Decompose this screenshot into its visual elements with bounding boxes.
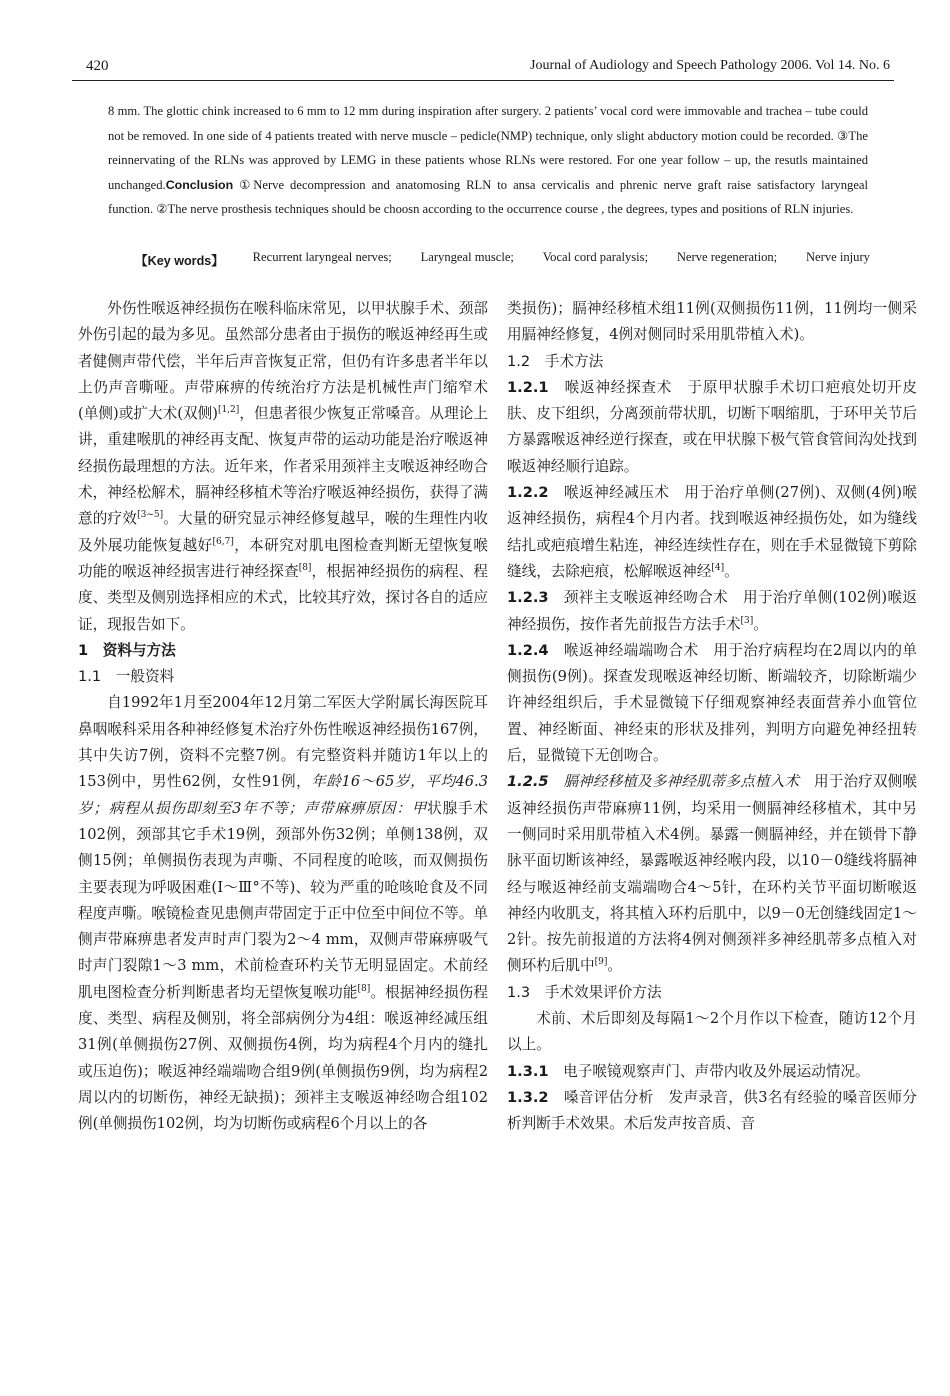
english-abstract (108, 99, 868, 222)
body-text: 状腺手术102例，颈部其它手术19例，颈部外伤32例；单侧138例，双侧15例；单侧损伤表现为声嘶、不同程度的呛咳，而双侧损伤主要表现为呼吸困难(Ⅰ～Ⅲ°不等)、较为严重的呛咳呛食及不同程度声嘶。喉镜检查见患侧声带固定于正中位至中间位不等。单侧声带麻痹患者发声时声门裂为2～4 mm，双侧声带麻痹吸气时声门裂隙1～3 mm，术前检查环杓关节无明显固定。术前经肌电图检查分析判断患者均无望恢复喉功能 (78, 799, 488, 1001)
method-title: 喉返神经减压术 (548, 484, 670, 502)
intro-text: 。大量的研究显示神经修复越早，喉的生理性内收及外展功能恢复越好 (78, 510, 488, 554)
method-paragraph (507, 585, 917, 638)
body-text: 用于治疗双侧喉返神经损伤声带麻痹11例，均采用一侧膈神经移植术，其中另一侧同时采用肌带植入术4例。暴露一侧膈神经，并在锁骨下静脉平面切断该神经，暴露喉返神经喉内段，以10－0缝线将膈神经与喉返神经前支端端吻合4～5针，在环杓关节平面切断喉返神经内收肌支，将其植入环杓后肌中，以9－0无创缝线固定1～2针。按先前报道的方法将4例对侧颈袢多神经肌蒂多点植入对侧环杓后肌中 (507, 773, 917, 975)
method-number: 1.2.1 (507, 378, 549, 396)
body-text: 发声录音，供3名有经验的嗓音医师分析判断手术效果。术后发声按音质、音 (507, 1088, 917, 1133)
method-title: 喉返神经探查术 (548, 378, 673, 396)
method-title: 颈袢主支喉返神经吻合术 (548, 589, 729, 607)
method-number: 1.3.2 (507, 1088, 549, 1106)
subsection-heading: 1.1 一般资料 (78, 668, 175, 686)
body-text: 。 (753, 615, 768, 633)
citation: [8] (298, 563, 312, 574)
method-paragraph (507, 638, 917, 769)
intro-paragraph (78, 296, 488, 638)
abstract-results-text: 8 mm. The glottic chink increased to 6 mm to 12 mm during inspiration after surgery. 2 patients’ vocal cord were immovable and trachea – tube could not be removed. In one side of 4 patients treated with nerve muscle – pedicle(NMP) technique, only slight abductory motion could be recorded. ③The reinnervating of the RLNs was approved by LEMG in these patients whose RLNs were restored. For one year follow – up, the resutls maintained unchanged. (108, 104, 868, 192)
continued-paragraph: 类损伤)；膈神经移植术组11例(双侧损伤11例，11例均一侧采用膈神经修复，4例对侧同时采用肌带植入术)。 (507, 300, 917, 344)
subsection-heading: 1.3 手术效果评价方法 (507, 983, 662, 1001)
keyword-item: Nerve regeneration; (676, 250, 778, 264)
keywords-line (135, 250, 870, 269)
method-paragraph (507, 375, 917, 480)
citation: [6,7] (212, 536, 234, 547)
evaluation-paragraph: 术前、术后即刻及每隔1～2个月作以下检查，随访12个月以上。 (507, 1010, 917, 1054)
journal-reference: Journal of Audiology and Speech Pathology 2006. Vol 14. No. 6 (530, 58, 890, 73)
body-text: 用于治疗单侧(27例)、双侧(4例)喉返神经损伤，病程4个月内者。找到喉返神经损伤处，如为缝线结扎或疤痕增生粘连，神经连续性存在，则在手术显微镜下剪除缝线，去除疤痕，松解喉返神经 (507, 484, 917, 580)
method-paragraph (507, 769, 917, 979)
method-paragraph (507, 1059, 917, 1085)
body-text: 自1992年1月至2004年12月第二军医大学附属长海医院耳鼻咽喉科采用各种神经修复术治疗外伤性喉返神经损伤167例，其中失访7例，资料不完整7例。有完整资料并随访1年以上的153例中，男性62例，女性91例， (78, 694, 488, 791)
intro-text: ，根据神经损伤的病程、程度、类型及侧别选择相应的术式，比较其疗效，探讨各自的适应证，现报告如下。 (78, 562, 488, 633)
method-number: 1.2.3 (507, 589, 549, 607)
body-text: 于原甲状腺手术切口疤痕处切开皮肤、皮下组织，分离颈前带状肌，切断下咽缩肌，于环甲关节后方暴露喉返神经逆行探查，或在甲状腺下极气管食管间沟处找到喉返神经顺行追踪。 (507, 378, 917, 475)
keyword-item: Vocal cord paralysis; (542, 250, 649, 264)
method-paragraph (507, 480, 917, 585)
abstract-conclusion-text: ①Nerve decompression and anatomosing RLN to ansa cervicalis and phrenic nerve graft raise satisfactory laryngeal function. ②The nerve prosthesis techniques should be choosn according to the occurrence course , the degrees, types and positions of RLN injuries. (108, 177, 868, 217)
method-number: 1.2.5 (507, 773, 549, 791)
keyword-item: Nerve injury (805, 250, 870, 264)
method-number: 1.2.4 (507, 641, 549, 659)
body-text: 。 (724, 562, 739, 580)
method-title: 膈神经移植及多神经肌蒂多点植入术 (548, 773, 800, 791)
body-text: 电子喉镜观察声门、声带内收及外展运动情况。 (548, 1062, 870, 1080)
keyword-item: Laryngeal muscle; (420, 250, 514, 264)
body-text: 。根据神经损伤程度、类型、病程及侧别，将全部病例分为4组：喉返神经减压组31例(单侧损伤27例、双侧损伤4例，均为病程4个月内的缝扎或压迫伤)；喉返神经端端吻合组9例(单侧损伤9例，均为病程2周以内的切断伤，神经无缺损)；颈袢主支喉返神经吻合组102例(单侧损伤102例，均为切断伤或病程6个月以上的各 (78, 983, 488, 1133)
body-text: 用于治疗单侧(102例)喉返神经损伤，按作者先前报告方法手术 (507, 589, 917, 633)
right-column (507, 296, 917, 1138)
subsection-heading: 1.2 手术方法 (507, 352, 604, 370)
page-number: 420 (86, 58, 109, 74)
citation: [3~5] (137, 510, 164, 521)
abstract-paragraph (108, 99, 868, 222)
intro-text: ，本研究对肌电图检查判断无望恢复喉功能的喉返神经损害进行神经探查 (78, 536, 488, 580)
method-paragraph (507, 1085, 917, 1138)
citation: [4] (711, 563, 725, 574)
method-title: 嗓音评估分析 (548, 1088, 654, 1106)
keyword-item: Recurrent laryngeal nerves; (252, 250, 392, 264)
citation: [3] (740, 615, 754, 626)
left-column (78, 296, 488, 1138)
citation: [1,2] (217, 405, 240, 416)
conclusion-label: Conclusion (165, 177, 234, 192)
body-text: 。 (607, 957, 622, 975)
general-data-paragraph (78, 690, 488, 1137)
running-header (72, 54, 894, 81)
keywords-label: 【Key words】 (135, 254, 224, 268)
citation: [9] (594, 957, 608, 968)
method-title: 喉返神经端端吻合术 (548, 641, 699, 659)
method-number: 1.2.2 (507, 484, 549, 502)
body-text: 用于治疗病程均在2周以内的单侧损伤(9例)。探查发现喉返神经切断、断端较齐，切除断端少许神经组织后，手术显微镜下仔细观察神经表面营养小血管位置、神经断面、神经束的形状及排列，判明方向避免神经扭转后，显微镜下无创吻合。 (507, 641, 917, 765)
citation: [8] (357, 983, 371, 994)
section-heading: 1 资料与方法 (78, 641, 176, 659)
intro-text: 外伤性喉返神经损伤在喉科临床常见，以甲状腺手术、颈部外伤引起的最为多见。虽然部分患者由于损伤的喉返神经再生或者健侧声带代偿，半年后声音恢复正常，但仍有许多患者半年以上仍声音嘶哑。声带麻痹的传统治疗方法是机械性声门缩窄术(单侧)或扩大术(双侧) (78, 300, 488, 423)
body-text-italic: 年龄16～65岁，平均46.3岁；病程从损伤即刻至3年不等；声带麻痹原因：甲 (78, 773, 488, 817)
method-number: 1.3.1 (507, 1062, 549, 1080)
intro-text: ，但患者很少恢复正常嗓音。从理论上讲，重建喉肌的神经再支配、恢复声带的运动功能是治疗喉返神经损伤最理想的方法。近年来，作者采用颈袢主支喉返神经吻合术，神经松解术，膈神经移植术等治疗喉返神经损伤，获得了满意的疗效 (78, 405, 488, 528)
